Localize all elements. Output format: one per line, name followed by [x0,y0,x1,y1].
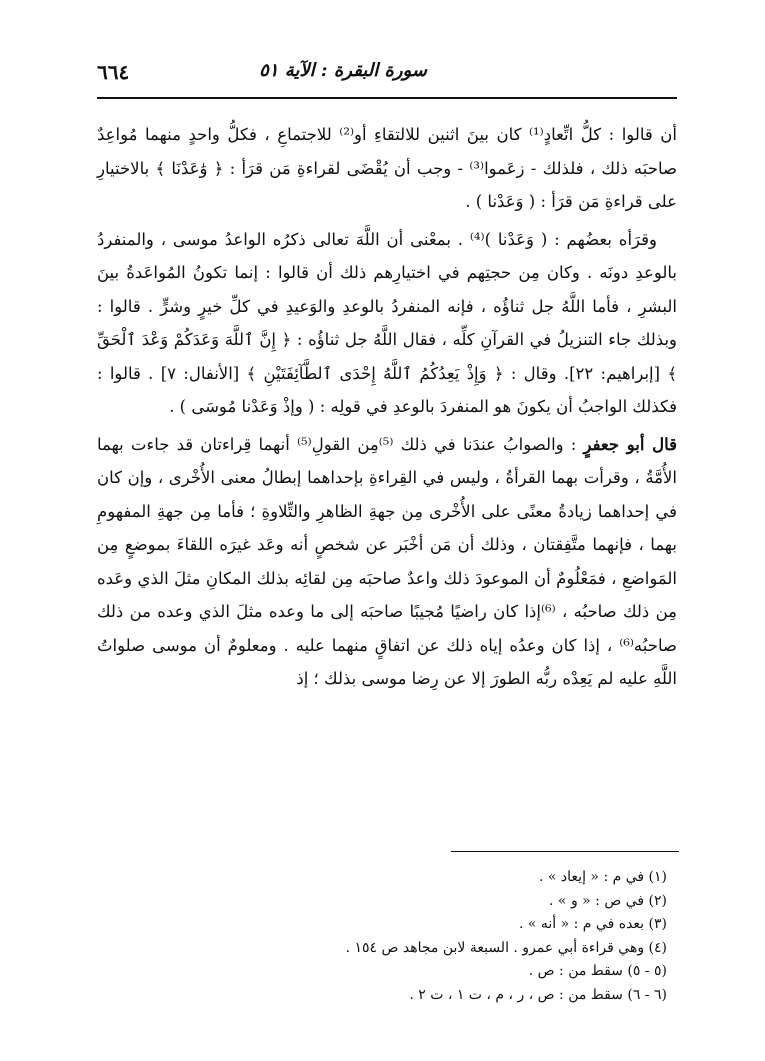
page-header [97,50,677,90]
footnote: (٢) في ص : « و » . [549,892,667,909]
paragraph-text: وقرَأه بعضُهم : ( وَعَدْنا )⁽⁴⁾ . بمعْنى أن اللَّهَ تعالى ذكرُه الواعدُ موسى ، والمنفردُ بالوعدِ دونَه . وكان مِن حجتِهم في اختيارِهم ذلك أن قالوا : إنما تكونُ المُواعَدةُ بينَ البشرِ ، فأما اللَّهُ جل ثناؤُه ، فإنه المنفردُ بالوعدِ والوَعيدِ في كلِّ خيرٍ وشرٍّ . قالوا : وبذلك جاء التنزيلُ في القرآنِ كلِّه ، فقال اللَّهُ جل ثناؤُه : ﴿ إِنَّ ٱللَّهَ وَعَدَكُمْ وَعْدَ ٱلْحَقِّ ﴾ [إبراهيم: ٢٢]. وقال : ﴿ وَإِذْ يَعِدُكُمُ ٱللَّهُ إِحْدَى ٱلطَّآئِفَتَيْنِ ﴾ [الأنفال: ٧] . قالوا : فكذلك الواجبُ أن يكونَ هو المنفردَ بالوعدِ في قولِه : ( وإذْ وَعَدْنا مُوسَى ) . [97,229,677,416]
main-text [97,118,677,696]
footnote: (٥ - ٥) سقط من : ص . [528,963,667,979]
footnote: (١) في م : « إيعاد » . [539,869,667,885]
paragraph-text: أن قالوا : كلُّ اتِّعادٍ⁽¹⁾ كان بينَ اثنين للالتقاءِ أو⁽²⁾ للاجتماعِ ، فكلُّ واحدٍ منهما مُواعِدٌ صاحبَه ذلك ، فلذلك - زعَموا⁽³⁾ - وجب أن يُقْضَى لقراءةِ مَن قرَأ : ﴿ وَٰعَدْنَا ﴾ بالاختيارِ على قراءةِ مَن قرَأ : ( وَعَدْنا ) . [97,125,677,211]
footnote: (٦ - ٦) سقط من : ص ، ر ، م ، ت ١ ، ت ٢ . [409,986,667,1003]
paragraph [97,223,677,424]
footnote-divider [451,851,679,852]
footnotes [97,866,667,1007]
speaker-label: قال أبو جعفرٍ [583,434,677,454]
footnote: (٤) وهي قراءة أبي عمرو . السبعة لابن مجاهد ص ١٥٤ . [345,939,667,956]
running-title: سورة البقرة : الآية ٥١ [259,60,427,81]
paragraph-text: : والصوابُ عندَنا في ذلك ⁽⁵⁾مِن القولِ⁽⁵⁾ أنهما قِراءتان قد جاءت بهما الأُمَّةُ ، وقرأت بهما القرأةُ ، وليس في القِراءةِ بإحداهما إبطالُ معنى الأُخْرى ، وإن كان في إحداهما زيادةُ معنًى على الأُخْرى مِن جهةِ الظاهرِ والتِّلاوةِ ؛ فأما مِن جهةِ المفهومِ بهما ، فإنهما متَّفِقتان ، وذلك أن مَن أخْبَر عن شخصٍ أنه وعَد غيرَه اللقاءَ بموضعٍ مِن المَواضعِ ، فمَعْلُومٌ أن الموعودَ ذلك واعدٌ صاحبَه مِن لقائِه بذلك المكانِ مثلَ الذي وعَده مِن ذلك صاحبُه ، ⁽⁶⁾إذا كان راضيًا مُجيبًا صاحبَه إلى ما وعده مثلَ الذي وعده من ذلك صاحبُه⁽⁶⁾ ، إذا كان وعدُه إياه ذلك عن اتفاقٍ منهما عليه . ومعلومٌ أن موسى صلواتُ اللَّهِ عليه لم يَعِدْه ربُّه الطورَ إلا عن رِضا موسى بذلك ؛ إذ [97,434,677,688]
footnote: (٣) بعده في م : « أنه » . [518,916,667,932]
page-number: ٦٦٤ [97,60,130,84]
header-divider [97,97,677,99]
paragraph [97,118,677,219]
paragraph [97,428,677,696]
